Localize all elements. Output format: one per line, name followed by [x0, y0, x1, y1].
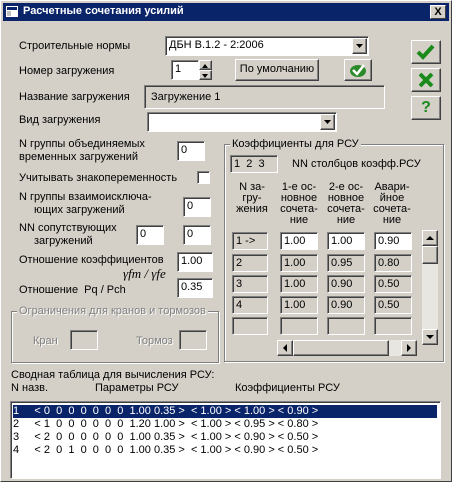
- grid-cell[interactable]: 0.90: [374, 232, 412, 250]
- grid-cell[interactable]: 0.90: [327, 275, 365, 293]
- spin-down-button[interactable]: [199, 70, 212, 80]
- norms-select[interactable]: [165, 36, 369, 56]
- load-type-dropdown-button[interactable]: [320, 114, 335, 130]
- temp-groups-label-2: временных загружений: [19, 151, 139, 163]
- header-main-1: 1-е ос- новное сочета- ние: [280, 181, 318, 226]
- grid-cell[interactable]: [327, 317, 365, 335]
- pq-ratio-input[interactable]: [177, 278, 213, 298]
- temp-groups-value: 0: [181, 144, 188, 156]
- accomp-input-1[interactable]: [136, 225, 164, 245]
- mutex-groups-input[interactable]: [183, 197, 211, 217]
- pq-ratio-label: Отношение Pq / Pch: [19, 284, 126, 296]
- header-n-load: N за- гру- жения: [236, 181, 268, 215]
- list-item[interactable]: 2 < 1 0 0 0 0 0 0 1.20 1.00 > < 1.00 > < 0.95 > < 0.80 >: [13, 418, 319, 430]
- grid-vscrollbar[interactable]: [422, 230, 438, 345]
- close-button[interactable]: X: [430, 5, 446, 19]
- apply-check-icon: [345, 60, 371, 80]
- summary-col-n: N назв.: [11, 382, 49, 394]
- cancel-icon: [412, 69, 440, 91]
- ok-icon: [412, 41, 440, 63]
- load-name-field: [144, 85, 385, 109]
- sign-variable-label: Учитывать знакопеременность: [19, 172, 178, 184]
- grid-cell[interactable]: 0.50: [374, 296, 412, 314]
- brake-label: Тормоз: [136, 335, 173, 347]
- load-name-label: Название загружения: [19, 91, 130, 103]
- default-button[interactable]: По умолчанию: [235, 59, 319, 81]
- grid-row-n: 4: [232, 296, 268, 314]
- temp-groups-label-1: N группы объединяемых: [19, 138, 145, 150]
- norms-dropdown-button[interactable]: [352, 38, 367, 54]
- mutex-groups-label-1: N группы взаимоисключа-: [19, 191, 152, 203]
- scroll-up-button[interactable]: [422, 230, 438, 246]
- rsu-group-title: Коэффициенты для РСУ: [232, 138, 359, 150]
- arrow-down-icon: [200, 72, 211, 80]
- accomp-value-2: 0: [187, 228, 194, 240]
- rsu-columns-numbers: 1 2 3: [234, 158, 265, 170]
- chevron-down-icon: [321, 115, 334, 129]
- scroll-down-button[interactable]: [422, 329, 438, 345]
- crane-group-title: Ограничения для кранов и тормозов: [19, 305, 206, 317]
- load-type-select[interactable]: [147, 112, 337, 132]
- norms-value: ДБН В.1.2 - 2:2006: [169, 39, 264, 51]
- load-name-value: Загружение 1: [151, 91, 221, 103]
- grid-cell[interactable]: 1.00: [280, 254, 318, 272]
- grid-hscrollbar[interactable]: [277, 340, 417, 356]
- temp-groups-input[interactable]: [177, 141, 205, 161]
- mutex-groups-value: 0: [187, 200, 194, 212]
- brake-input: [179, 330, 207, 350]
- list-item[interactable]: 4 < 2 0 1 0 0 0 0 1.00 0.35 > < 1.00 > < 0.90 > < 0.50 >: [13, 444, 319, 456]
- help-button[interactable]: ?: [411, 96, 441, 120]
- coef-ratio-value: 1.00: [181, 255, 203, 267]
- summary-list[interactable]: [10, 401, 441, 479]
- grid-cell[interactable]: 1.00: [280, 232, 318, 250]
- sign-variable-checkbox[interactable]: [197, 171, 210, 184]
- norms-label: Строительные нормы: [19, 40, 131, 52]
- load-number-value: 1: [175, 63, 182, 75]
- scroll-left-button[interactable]: [277, 340, 293, 356]
- window-title: Расчетные сочетания усилий: [23, 5, 184, 17]
- header-main-2: 2-е ос- новное сочета- ние: [327, 181, 365, 226]
- grid-row-n: 3: [232, 275, 268, 293]
- load-type-label: Вид загружения: [19, 114, 101, 126]
- accomp-input-2[interactable]: [183, 225, 211, 245]
- accomp-value-1: 0: [140, 228, 147, 240]
- grid-cell[interactable]: 1.00: [280, 275, 318, 293]
- summary-title: Сводная таблица для вычисления РСУ:: [11, 369, 215, 381]
- rsu-columns-label: NN столбцов коэфф.РСУ: [292, 158, 421, 170]
- arrow-up-icon: [423, 231, 437, 245]
- grid-cell[interactable]: 0.80: [374, 254, 412, 272]
- coef-ratio-label: Отношение коэффициентов: [19, 254, 164, 266]
- scroll-thumb[interactable]: [422, 246, 438, 264]
- arrow-up-icon: [200, 62, 211, 70]
- title-bar: [3, 3, 449, 21]
- app-icon: [6, 6, 18, 17]
- grid-row-n: 1 ->: [232, 232, 268, 250]
- grid-row-n: 2: [232, 254, 268, 272]
- load-number-input[interactable]: [171, 60, 199, 80]
- arrow-left-icon: [278, 341, 292, 355]
- grid-row-n: [232, 317, 268, 335]
- summary-col-params: Параметры РСУ: [95, 382, 179, 394]
- mutex-groups-label-2: ющих загружений: [34, 204, 125, 216]
- grid-cell[interactable]: 0.95: [327, 254, 365, 272]
- grid-cell[interactable]: 0.90: [327, 296, 365, 314]
- load-number-label: Номер загружения: [19, 65, 115, 77]
- pq-ratio-value: 0.35: [181, 281, 203, 293]
- grid-cell[interactable]: 0.50: [374, 275, 412, 293]
- rsu-columns-field: [230, 155, 278, 173]
- header-emergency: Авари- йное сочета- ние: [373, 181, 411, 226]
- summary-col-coefs: Коэффициенты РСУ: [235, 382, 340, 394]
- list-item[interactable]: 1 < 0 0 0 0 0 0 0 1.00 0.35 > < 1.00 > < 1.00 > < 0.90 >: [13, 405, 437, 418]
- arrow-down-icon: [423, 330, 437, 344]
- scroll-right-button[interactable]: [401, 340, 417, 356]
- coef-ratio-input[interactable]: [177, 252, 213, 272]
- grid-cell[interactable]: 1.00: [327, 232, 365, 250]
- apply-button[interactable]: [344, 59, 372, 81]
- arrow-right-icon: [402, 341, 416, 355]
- accomp-label-2: загружений: [34, 235, 93, 247]
- hscroll-thumb[interactable]: [293, 340, 389, 356]
- list-item[interactable]: 3 < 2 0 0 0 0 0 0 1.00 0.35 > < 1.00 > < 0.90 > < 0.50 >: [13, 431, 319, 443]
- grid-cell[interactable]: [374, 317, 412, 335]
- chevron-down-icon: [353, 39, 366, 53]
- grid-cell[interactable]: [280, 317, 318, 335]
- crane-input: [70, 330, 98, 350]
- coef-ratio-symbol: γfm / γfe: [123, 266, 166, 281]
- crane-label: Кран: [33, 335, 58, 347]
- cancel-button[interactable]: [411, 68, 441, 92]
- ok-button[interactable]: [411, 40, 441, 64]
- accomp-label-1: NN сопутствующих: [19, 222, 117, 234]
- spin-up-button[interactable]: [199, 60, 212, 70]
- grid-cell[interactable]: 1.00: [280, 296, 318, 314]
